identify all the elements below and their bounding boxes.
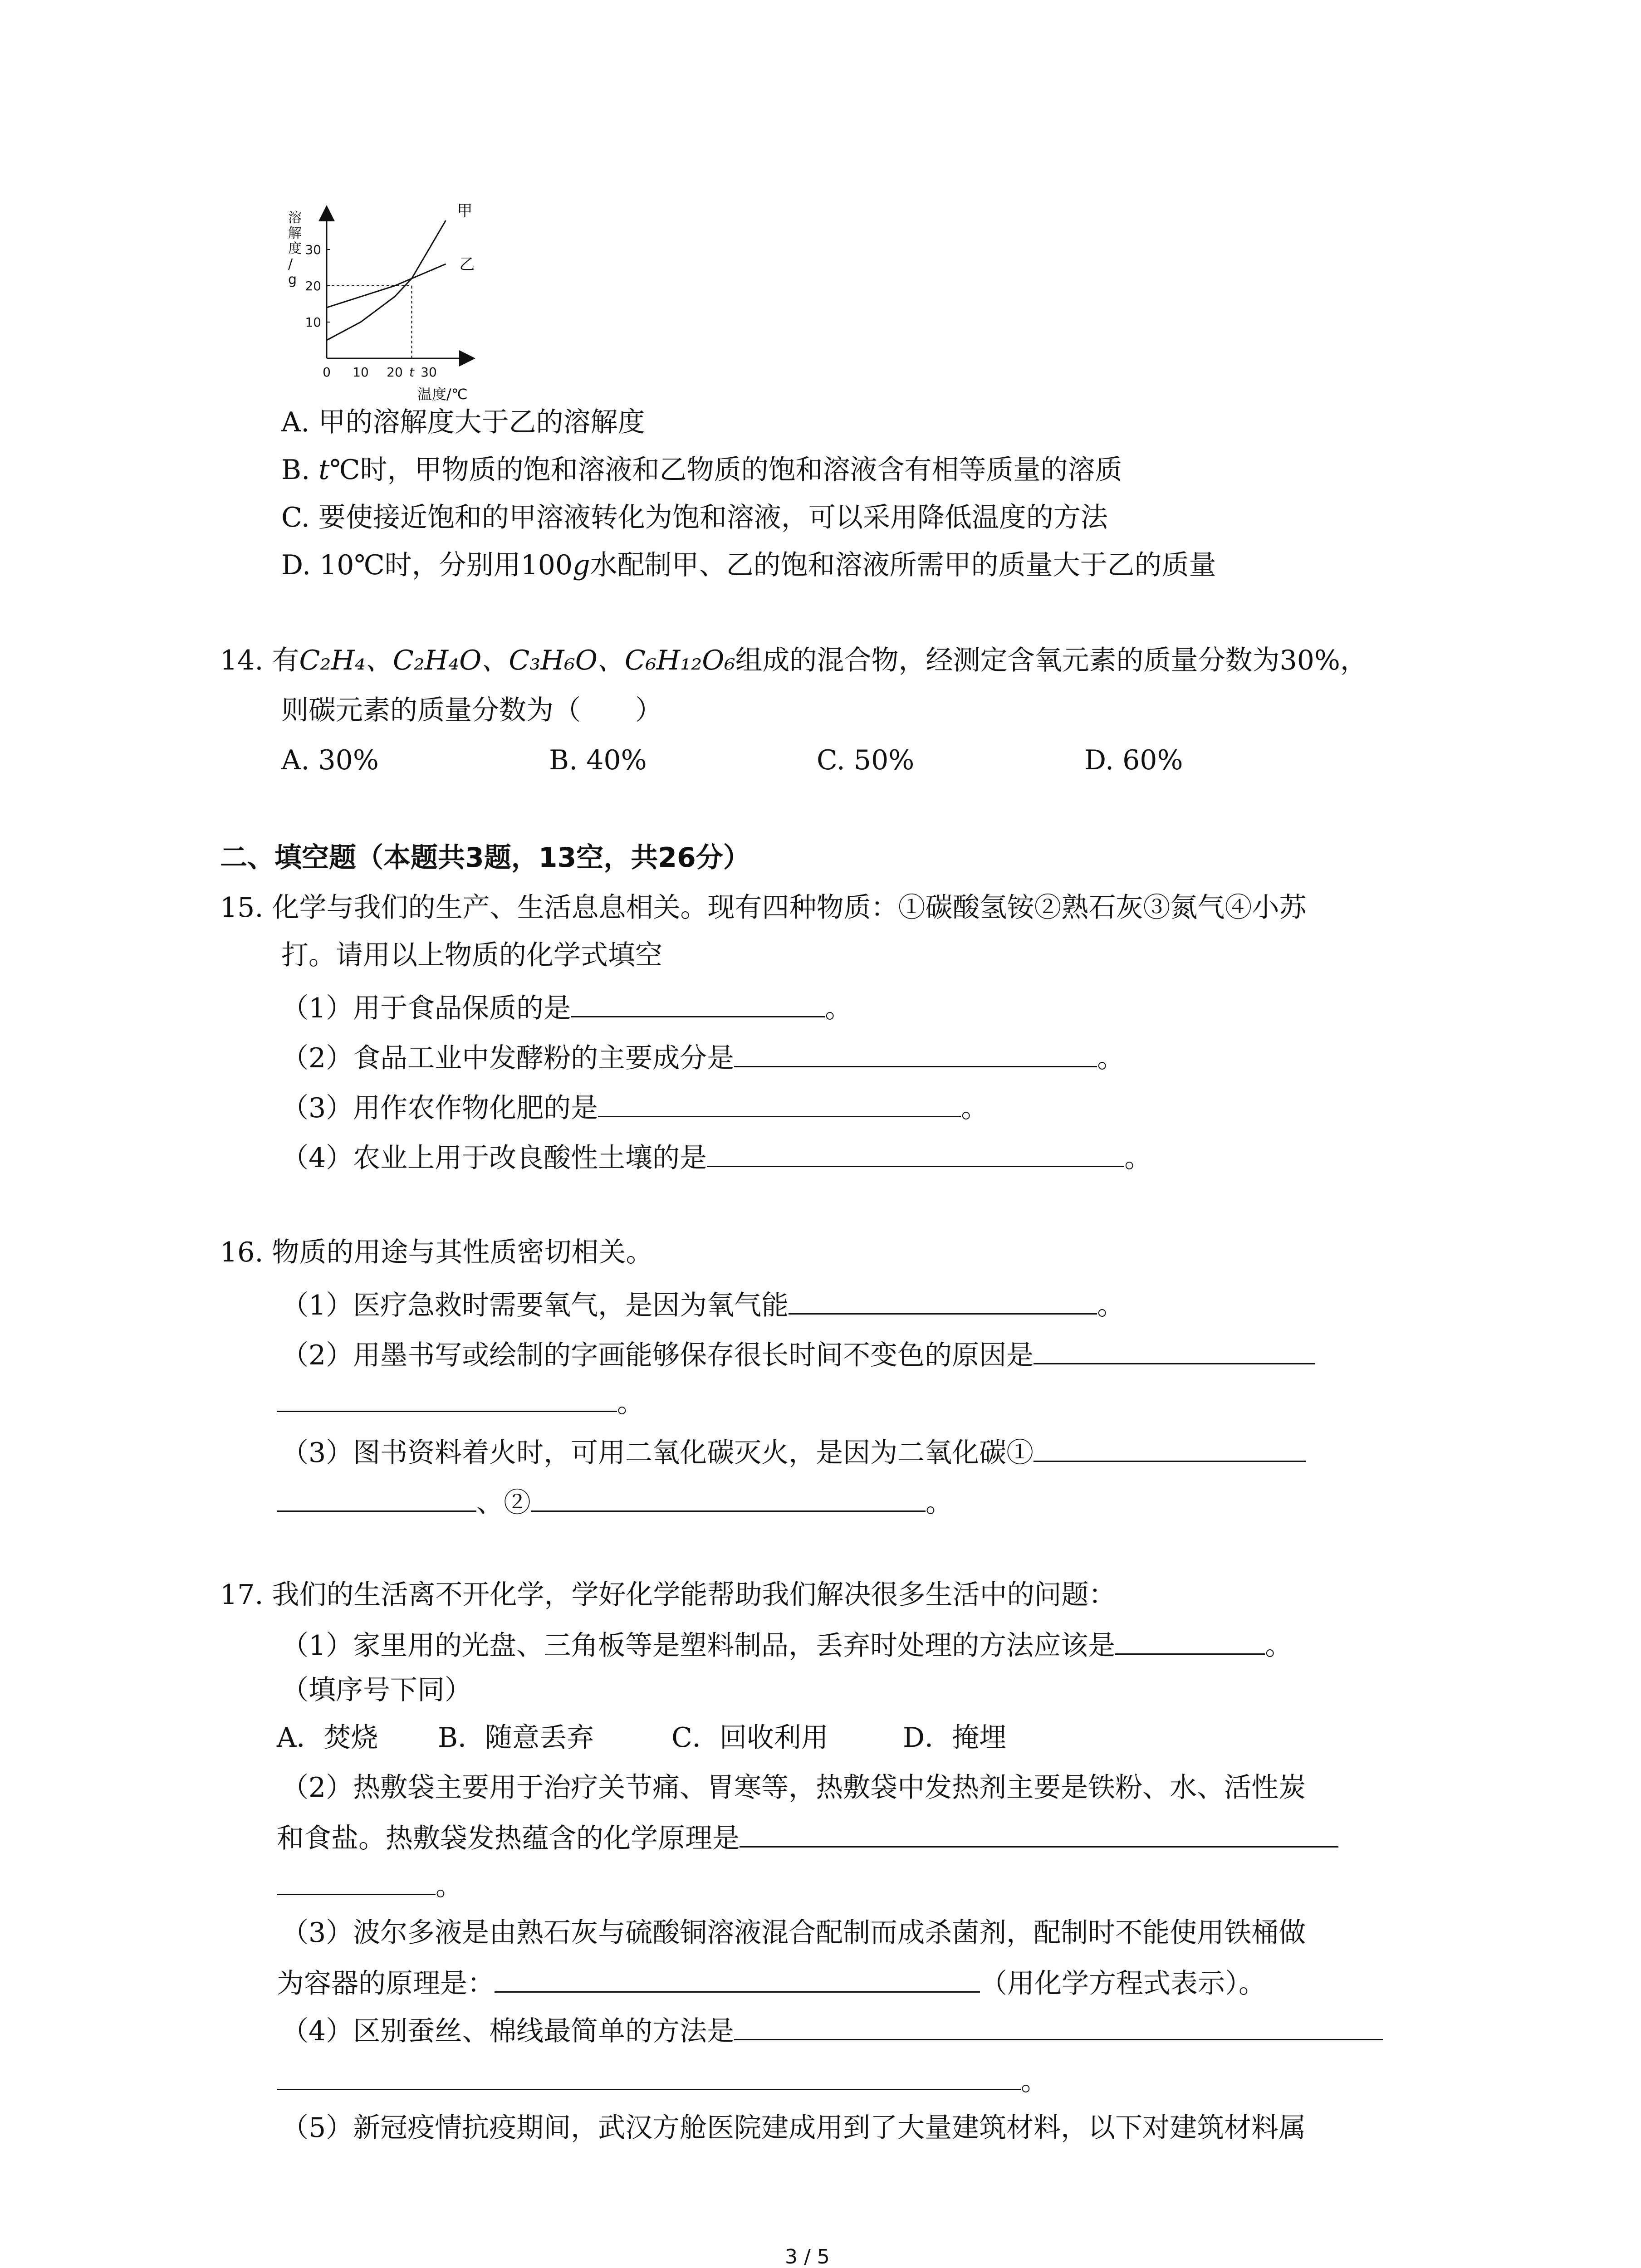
- x-tick-label: 10: [353, 365, 369, 380]
- q17-part2a: （2）热敷袋主要用于治疗关节痛、胃寒等，热敷袋中发热剂主要是铁粉、水、活性炭: [281, 1772, 1306, 1804]
- q17-line1: 17. 我们的生活离不开化学，学好化学能帮助我们解决很多生活中的问题：: [220, 1579, 1116, 1611]
- q14-line2: 则碳元素的质量分数为（ ）: [281, 694, 662, 726]
- q15-part2-end: 。: [1097, 1042, 1125, 1074]
- q17-answer-4b[interactable]: [277, 2062, 1021, 2090]
- q17-part3b: [277, 1964, 1266, 2000]
- q16-part2-text: （2）用墨书写或绘制的字画能够保存很长时间不变色的原因是: [281, 1339, 1034, 1371]
- q15-answer-4[interactable]: [707, 1139, 1124, 1167]
- q17-part2c: [277, 1867, 463, 1902]
- q13-option-a: A. 甲的溶解度大于乙的溶解度: [281, 406, 645, 438]
- q17-option-c: C．回收利用: [671, 1722, 828, 1754]
- page-number: 3 / 5: [785, 2245, 830, 2268]
- q17-part5: （5）新冠疫情抗疫期间，武汉方舱医院建成用到了大量建筑材料，以下对建筑材料属: [281, 2112, 1306, 2144]
- q17-answer-1[interactable]: [1115, 1626, 1265, 1655]
- q16-answer-2b[interactable]: [277, 1383, 617, 1412]
- x-axis-label: 温度/℃: [417, 386, 468, 403]
- x-tick-label: 30: [421, 365, 437, 380]
- x-tick-label: 0: [323, 365, 331, 380]
- q15-part1-text: （1）用于食品保质的是: [281, 992, 571, 1024]
- q17-answer-2b[interactable]: [277, 1867, 436, 1895]
- q16-line1: 16. 物质的用途与其性质密切相关。: [220, 1237, 653, 1268]
- q13-option-d-prefix: D. 10℃时，分别用100: [281, 549, 573, 581]
- q15-line1: 15. 化学与我们的生产、生活息息相关。现有四种物质：①碳酸氢铵②熟石灰③氮气④小苏: [220, 892, 1307, 924]
- series-label: 乙: [459, 255, 475, 274]
- q14-prefix: 14. 有: [220, 645, 299, 676]
- q13-option-b-t: t: [318, 454, 330, 486]
- q17-part4-cont: [277, 2062, 1048, 2097]
- q13-option-b-text: ℃时，甲物质的饱和溶液和乙物质的饱和溶液含有相等质量的溶质: [329, 454, 1122, 486]
- q15-part4: [281, 1139, 1151, 1174]
- q15-line2: 打。请用以上物质的化学式填空: [281, 939, 662, 971]
- q17-part2b: [277, 1819, 1338, 1855]
- q14-option-b: B. 40%: [549, 744, 647, 776]
- q15-part1-end: 。: [825, 992, 852, 1024]
- q16-answer-3b[interactable]: [277, 1483, 476, 1512]
- y-tick-label: 10: [305, 315, 321, 330]
- series-line-1: [327, 220, 446, 340]
- q17-part1-note: （填序号下同）: [281, 1674, 472, 1706]
- q17-part2b-text: 和食盐。热敷袋发热蕴含的化学原理是: [277, 1823, 740, 1854]
- series-line-2: [327, 264, 446, 308]
- section-heading: 二、填空题（本题共3题，13空，共26分）: [220, 842, 750, 874]
- q15-part4-end: 。: [1124, 1142, 1152, 1174]
- q13-option-c: C. 要使接近饱和的甲溶液转化为饱和溶液，可以采用降低温度的方法: [281, 502, 1108, 533]
- q14-line1: [220, 644, 1367, 677]
- q16-part2-end: 。: [617, 1387, 644, 1419]
- q17-part4-text: （4）区别蚕丝、棉线最简单的方法是: [281, 2015, 735, 2047]
- q17-answer-4a[interactable]: [734, 2012, 1383, 2040]
- q16-part3-end: 。: [926, 1487, 953, 1519]
- q13-option-b-prefix: B.: [281, 454, 319, 486]
- q17-part1: [281, 1626, 1292, 1662]
- q17-option-d: D．掩埋: [903, 1722, 1007, 1754]
- q16-part3-sep: 、②: [476, 1487, 531, 1519]
- q17-part2-end: 。: [436, 1870, 463, 1902]
- q16-answer-3a[interactable]: [1034, 1433, 1306, 1462]
- q15-part2: [281, 1039, 1124, 1075]
- q17-part4: [281, 2012, 1383, 2048]
- q17-part3-note: （用化学方程式表示）。: [980, 1968, 1266, 1999]
- q16-part1-text: （1）医疗急救时需要氧气，是因为氧气能: [281, 1290, 789, 1321]
- q15-part2-text: （2）食品工业中发酵粉的主要成分是: [281, 1042, 735, 1074]
- q14-formulas: C₂H₄、C₂H₄O、C₃H₆O、C₆H₁₂O₆: [299, 645, 735, 676]
- q14-option-d: D. 60%: [1084, 744, 1183, 776]
- q13-option-d: [281, 549, 1216, 582]
- q15-answer-3[interactable]: [598, 1089, 961, 1117]
- q17-answer-2a[interactable]: [740, 1819, 1338, 1848]
- q17-answer-3[interactable]: [495, 1964, 980, 1993]
- q15-part1: [281, 989, 852, 1025]
- q16-part2: [281, 1336, 1315, 1372]
- q13-option-b: [281, 454, 1122, 486]
- q15-answer-1[interactable]: [571, 989, 825, 1017]
- y-tick-label: 30: [305, 242, 321, 257]
- q13-option-d-unit: g: [573, 549, 590, 581]
- q16-part3: [281, 1433, 1306, 1469]
- q14-text: 组成的混合物，经测定含氧元素的质量分数为30%，: [735, 645, 1367, 676]
- y-axis-label: 溶解度/ g: [288, 210, 302, 288]
- q15-part3: [281, 1089, 988, 1124]
- q16-part1-end: 。: [1097, 1290, 1125, 1321]
- q17-part4-end: 。: [1021, 2065, 1048, 2097]
- solubility-chart: [268, 200, 504, 413]
- q15-part4-text: （4）农业上用于改良酸性土壤的是: [281, 1142, 707, 1174]
- q16-answer-3c[interactable]: [531, 1483, 926, 1512]
- q17-part3a: （3）波尔多液是由熟石灰与硫酸铜溶液混合配制而成杀菌剂，配制时不能使用铁桶做: [281, 1917, 1306, 1949]
- q16-part2-cont: [277, 1383, 644, 1419]
- q13-option-d-text: 水配制甲、乙的饱和溶液所需甲的质量大于乙的质量: [590, 549, 1216, 581]
- x-tick-label: t: [409, 365, 414, 380]
- q16-answer-2a[interactable]: [1034, 1336, 1315, 1364]
- q16-part3-text: （3）图书资料着火时，可用二氧化碳灭火，是因为二氧化碳①: [281, 1437, 1034, 1469]
- q15-part3-end: 。: [961, 1092, 989, 1124]
- series-label: 甲: [457, 202, 473, 220]
- q17-part3b-text: 为容器的原理是：: [277, 1968, 495, 1999]
- q17-option-a: A．焚烧: [277, 1722, 378, 1754]
- q15-part3-text: （3）用作农作物化肥的是: [281, 1092, 598, 1124]
- q16-part1: [281, 1286, 1124, 1322]
- q17-part1-end: 。: [1265, 1630, 1293, 1662]
- q15-answer-2[interactable]: [734, 1039, 1097, 1067]
- q16-answer-1[interactable]: [789, 1286, 1097, 1315]
- q14-option-c: C. 50%: [817, 744, 915, 776]
- q17-part1-text: （1）家里用的光盘、三角板等是塑料制品，丢弃时处理的方法应该是: [281, 1630, 1116, 1662]
- q17-option-b: B．随意丢弃: [438, 1722, 594, 1754]
- x-tick-label: 20: [387, 365, 403, 380]
- q14-option-a: A. 30%: [281, 744, 379, 776]
- y-tick-label: 20: [305, 279, 321, 293]
- q16-part3-cont: [277, 1483, 953, 1519]
